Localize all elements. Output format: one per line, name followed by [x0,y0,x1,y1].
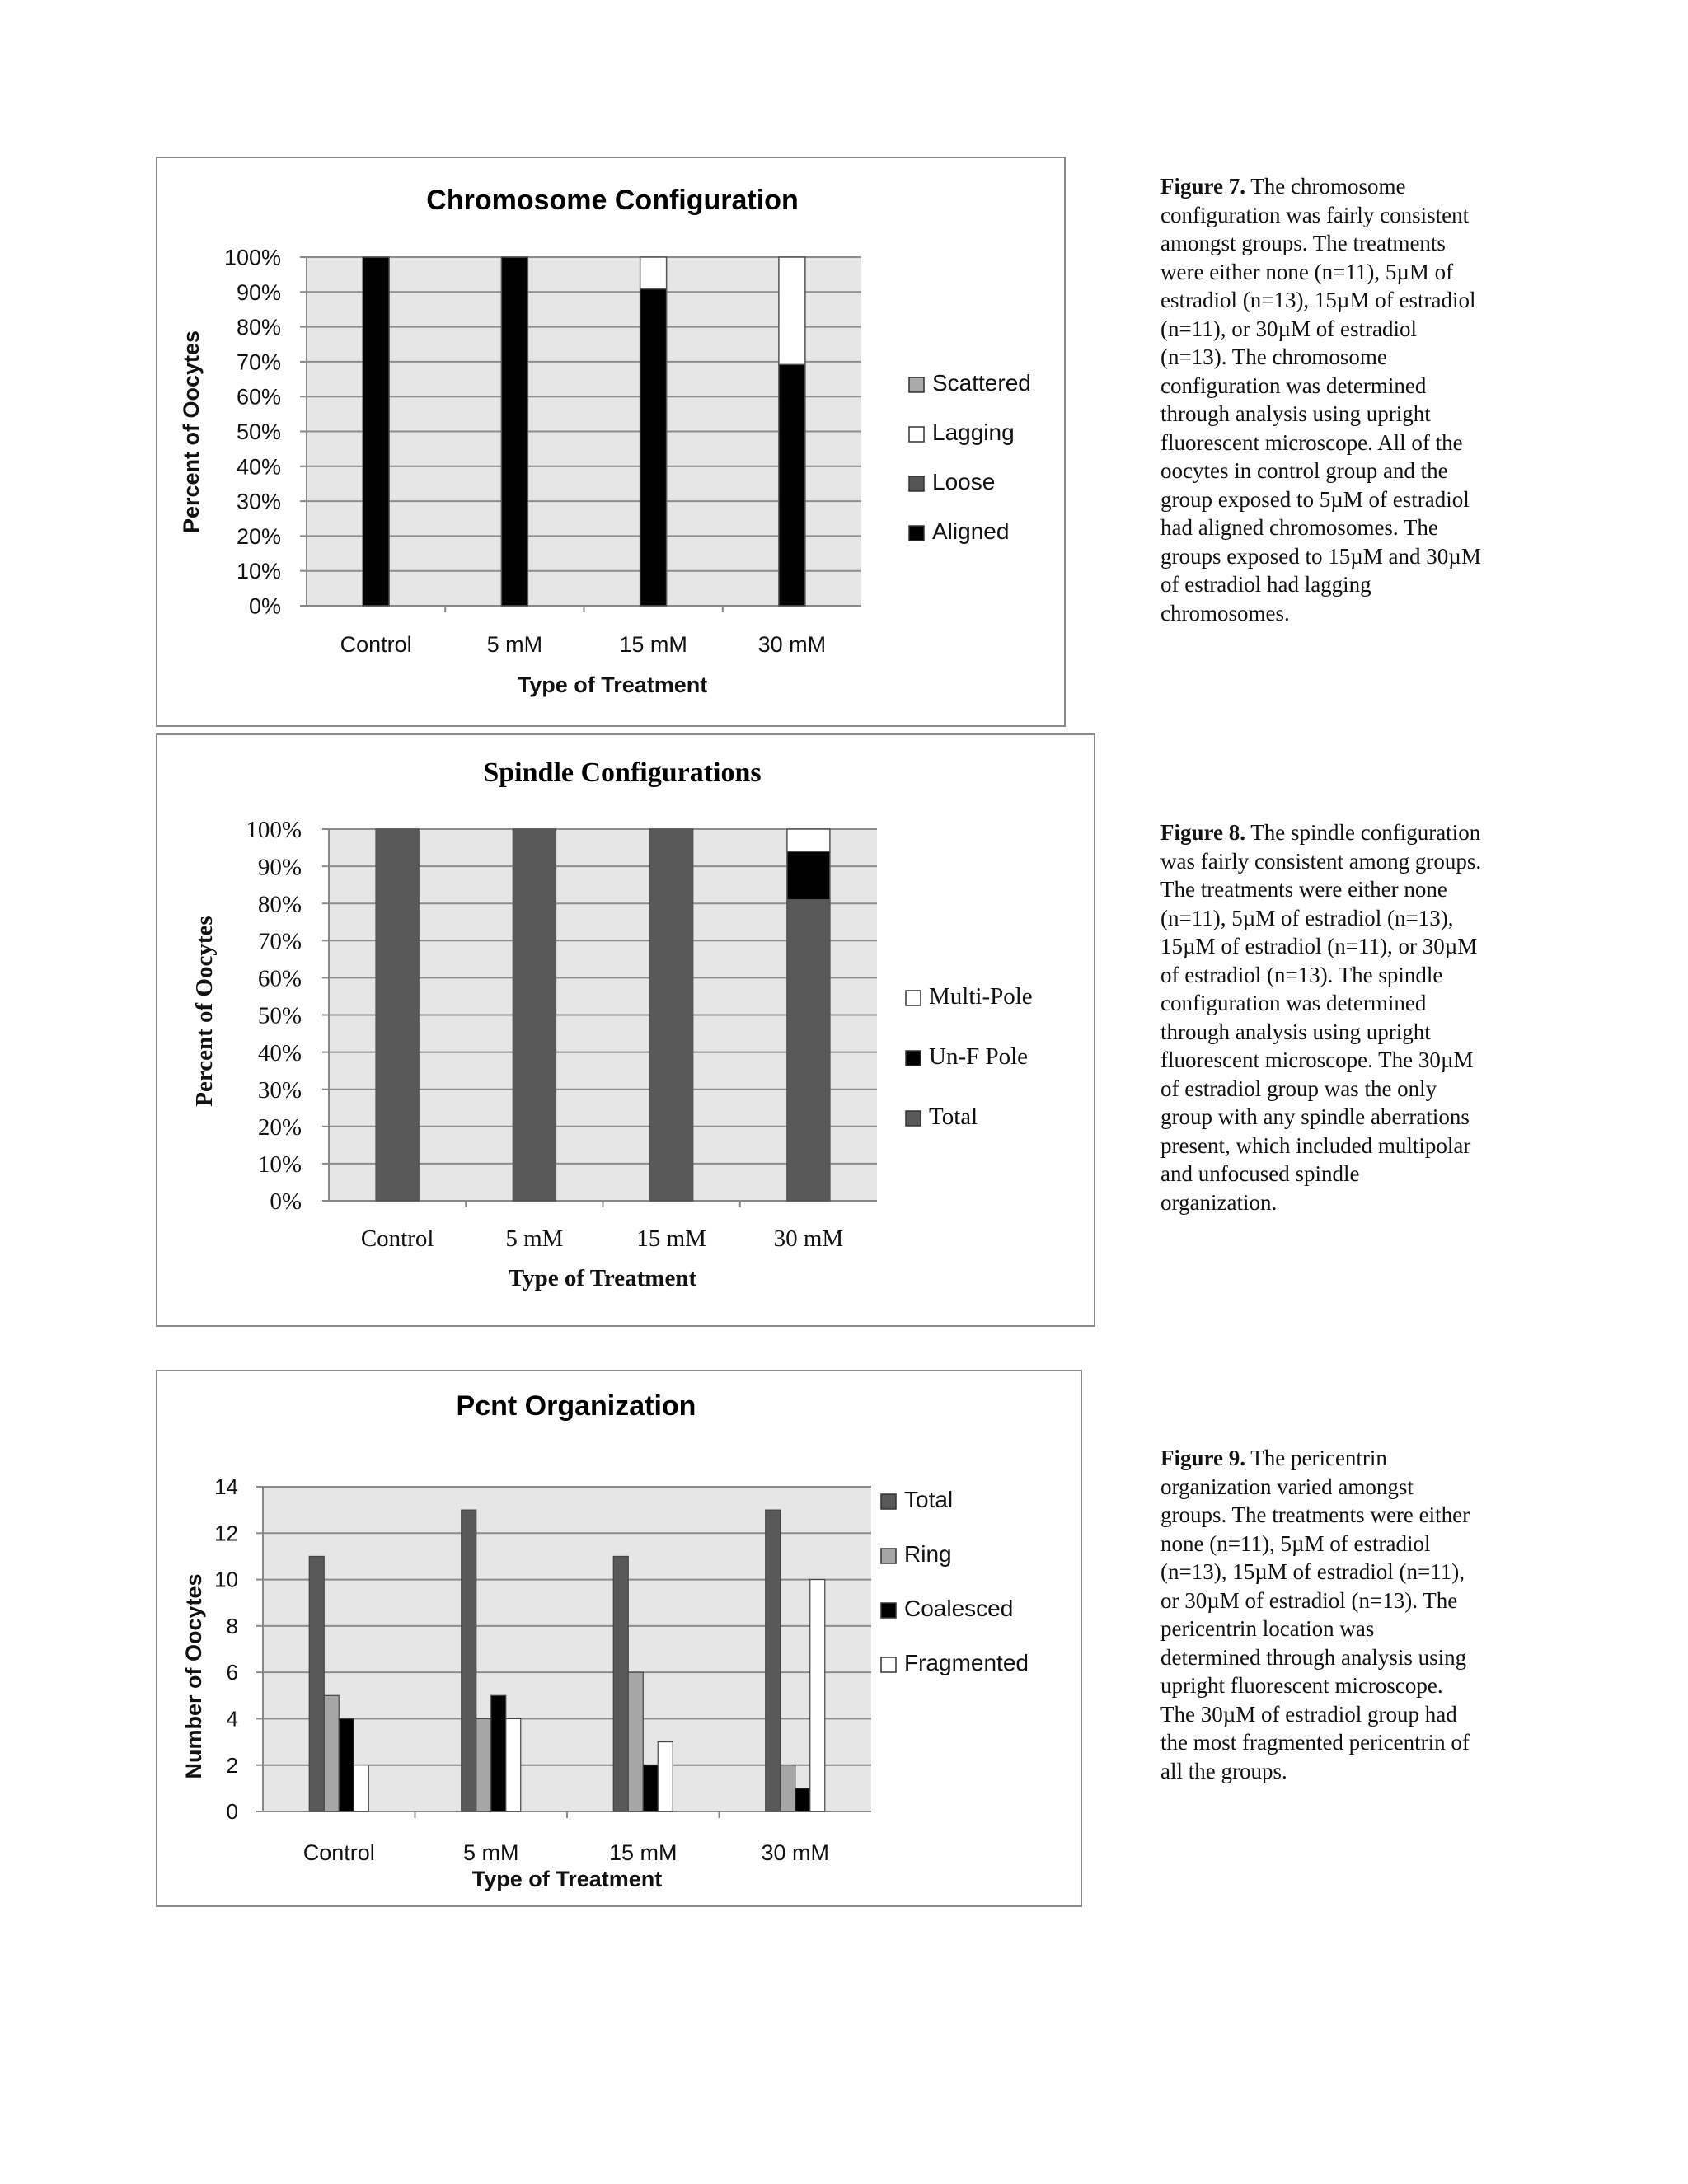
legend-label-fragmented: Fragmented [904,1650,1029,1675]
caption-line: configuration was determined [1160,373,1427,398]
caption-label: Figure 7. [1160,174,1245,199]
chart-svg [157,735,1097,1329]
legend-label-ring: Ring [904,1541,952,1567]
x-tick-label: Control [302,1840,375,1865]
caption-line: was fairly consistent among groups. [1160,848,1482,874]
caption-line: (n=13), 15µM of estradiol (n=11), [1160,1559,1465,1584]
bar-multi-pole [787,829,830,851]
caption-line: (n=13). The chromosome [1160,344,1387,369]
x-tick-label: Control [360,1226,434,1252]
x-tick-label: 15 mM [636,1226,706,1252]
chart-svg [157,1371,1084,1909]
x-tick-label: 30 mM [773,1226,844,1252]
bar-aligned [779,364,805,606]
y-tick-label: 60% [236,384,281,410]
legend-label-loose: Loose [932,469,996,494]
y-tick-label: 60% [257,965,302,992]
caption-line: the most fragmented pericentrin of [1160,1730,1470,1755]
caption-line: groups exposed to 15µM and 30µM [1160,543,1481,569]
bar-aligned [501,257,528,606]
caption-line: group exposed to 5µM of estradiol [1160,486,1470,512]
bar-ring [781,1765,795,1811]
x-axis-label: Type of Treatment [508,1265,697,1291]
chart-title: Spindle Configurations [483,757,762,788]
caption-line: (n=11), or 30µM of estradiol [1160,316,1417,341]
y-tick-label: 14 [214,1474,238,1500]
y-tick-label: 90% [236,279,281,305]
caption-line [1160,172,1556,201]
bar-coalesced [795,1788,810,1811]
x-tick-label: 15 mM [619,632,687,657]
y-tick-label: 40% [236,454,281,480]
y-tick-label: 12 [214,1521,238,1546]
bar-un-f-pole [787,851,830,900]
y-tick-label: 10% [236,559,281,584]
bar-coalesced [491,1695,506,1811]
bar-total [650,829,693,1201]
caption-line: organization varied amongst [1160,1474,1414,1499]
x-tick-label: 30 mM [757,632,827,657]
y-tick-label: 90% [257,854,302,881]
legend-label-total: Total [904,1487,954,1512]
y-tick-label: 0% [248,593,281,619]
bar-fragmented [354,1765,368,1811]
legend-swatch-total [906,1111,921,1126]
legend-swatch-ring [881,1549,896,1563]
x-tick-label: 30 mM [761,1840,830,1865]
y-tick-label: 0 [226,1799,238,1825]
caption-line: and unfocused spindle [1160,1161,1360,1186]
caption-line: fluorescent microscope. All of the [1160,429,1463,455]
legend-swatch-total [881,1494,896,1509]
y-tick-label: 30% [257,1076,302,1104]
legend-label-coalesced: Coalesced [904,1596,1014,1621]
chart-pcnt-organization [156,1370,1082,1907]
caption-line: all the groups. [1160,1758,1287,1783]
chart-title: Pcnt Organization [456,1390,696,1422]
caption-line: of estradiol group was the only [1160,1076,1437,1101]
x-tick-label: 5 mM [486,632,543,657]
caption-line: 15µM of estradiol (n=11), or 30µM [1160,934,1478,958]
caption-line: of estradiol had lagging [1160,572,1372,597]
y-tick-label: 6 [226,1660,238,1685]
caption-line: none (n=11), 5µM of estradiol [1160,1530,1431,1556]
caption-line: groups. The treatments were either [1160,1502,1470,1527]
caption-figure-9 [1160,1444,1556,1785]
x-tick-label: 5 mM [505,1226,564,1252]
bar-aligned [640,288,667,606]
y-tick-label: 20% [257,1113,302,1141]
caption-figure-8 [1160,818,1556,1216]
legend-swatch-fragmented [881,1657,896,1672]
caption-line: were either none (n=11), 5µM of [1160,259,1454,284]
legend-label-scattered: Scattered [932,370,1031,396]
bar-aligned [363,257,389,606]
y-axis-label: Number of Oocytes [181,1573,206,1779]
y-tick-label: 10% [257,1151,302,1179]
caption-line: The 30µM of estradiol group had [1160,1701,1457,1727]
bar-fragmented [810,1580,825,1811]
bar-lagging [779,257,805,364]
y-tick-label: 30% [236,489,281,514]
y-tick-label: 4 [226,1706,238,1732]
caption-line: present, which included multipolar [1160,1132,1471,1158]
legend-label-multi-pole: Multi-Pole [929,983,1033,1010]
y-tick-label: 50% [236,419,281,444]
caption-line [1160,1444,1556,1473]
caption-line: group with any spindle aberrations [1160,1104,1470,1129]
y-tick-label: 40% [257,1039,302,1066]
legend-label-aligned: Aligned [932,518,1010,544]
legend-swatch-un-f-pole [906,1051,921,1066]
caption-line-text: The spindle configuration [1245,820,1481,845]
caption-line: through analysis using upright [1160,1019,1431,1044]
caption-line-text: The chromosome [1245,174,1406,199]
bar-total [376,829,419,1201]
bar-total [613,1556,628,1811]
caption-line: or 30µM of estradiol (n=13). The [1160,1587,1458,1613]
legend-swatch-loose [909,476,924,491]
caption-line: amongst groups. The treatments [1160,231,1446,255]
caption-line: organization. [1160,1189,1278,1215]
bar-total [766,1510,781,1811]
bar-fragmented [658,1742,673,1811]
legend-swatch-scattered [909,377,924,392]
chart-svg [157,158,1067,729]
y-tick-label: 100% [223,245,281,270]
bar-coalesced [643,1765,658,1811]
y-tick-label: 100% [246,817,302,844]
y-tick-label: 0% [270,1188,302,1216]
y-tick-label: 80% [257,891,302,918]
bar-coalesced [339,1718,354,1811]
bar-total [309,1556,324,1811]
caption-line: upright fluorescent microscope. [1160,1673,1443,1698]
legend-label-lagging: Lagging [932,419,1015,445]
y-tick-label: 8 [226,1613,238,1638]
y-tick-label: 70% [236,349,281,375]
bar-ring [628,1672,643,1811]
caption-line: fluorescent microscope. The 30µM [1160,1047,1474,1072]
x-tick-label: 15 mM [608,1840,678,1865]
caption-line: had aligned chromosomes. The [1160,515,1438,540]
caption-line: configuration was fairly consistent [1160,202,1470,227]
chart-chromosome-configuration [156,157,1066,727]
bar-ring [476,1718,491,1811]
caption-line: determined through analysis using [1160,1644,1467,1670]
caption-line: (n=11), 5µM of estradiol (n=13), [1160,905,1454,930]
x-tick-label: 5 mM [463,1840,519,1865]
legend-label-total: Total [929,1104,978,1130]
caption-line [1160,818,1556,847]
legend-label-un-f-pole: Un-F Pole [929,1043,1029,1070]
x-axis-label: Type of Treatment [471,1867,663,1891]
bar-ring [324,1695,339,1811]
chart-title: Chromosome Configuration [426,185,799,216]
x-axis-label: Type of Treatment [517,673,708,697]
y-tick-label: 50% [257,1002,302,1029]
caption-line-text: The pericentrin [1245,1446,1387,1470]
caption-line: of estradiol (n=13). The spindle [1160,962,1443,987]
y-tick-label: 10 [214,1567,238,1592]
caption-line: chromosomes. [1160,600,1290,626]
legend-swatch-aligned [909,526,924,541]
y-tick-label: 70% [257,928,302,955]
y-axis-label: Percent of Oocytes [191,916,218,1107]
y-axis-label: Percent of Oocytes [179,330,204,534]
y-tick-label: 80% [236,315,281,340]
caption-figure-7 [1160,172,1556,627]
x-tick-label: Control [340,632,412,657]
bar-total [787,900,830,1201]
caption-line: pericentrin location was [1160,1616,1375,1641]
y-tick-label: 2 [226,1752,238,1778]
chart-spindle-configurations [156,733,1095,1327]
caption-line: through analysis using upright [1160,401,1431,426]
bar-lagging [640,257,667,288]
y-tick-label: 20% [236,523,281,549]
legend-swatch-multi-pole [906,991,921,1005]
caption-line: The treatments were either none [1160,877,1447,902]
bar-total [513,829,556,1201]
bar-fragmented [506,1718,521,1811]
caption-label: Figure 9. [1160,1446,1245,1470]
caption-line: estradiol (n=13), 15µM of estradiol [1160,288,1476,312]
bar-total [462,1510,476,1811]
caption-line: configuration was determined [1160,991,1427,1015]
legend-swatch-coalesced [881,1603,896,1618]
caption-label: Figure 8. [1160,820,1245,845]
legend-swatch-lagging [909,427,924,442]
caption-line: oocytes in control group and the [1160,458,1448,483]
